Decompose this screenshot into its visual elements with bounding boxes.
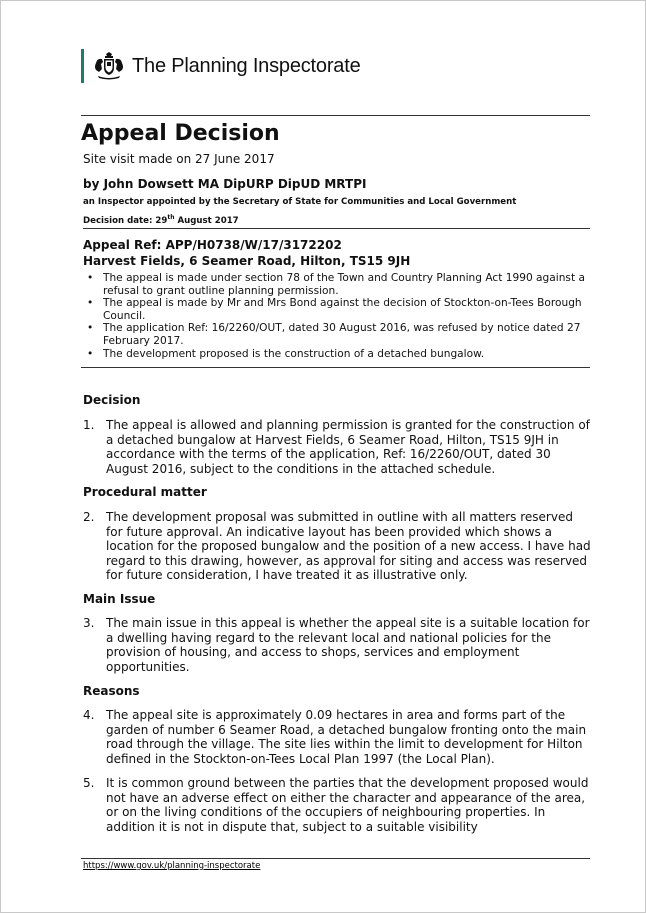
decision-date: Decision date: 29th August 2017 — [83, 214, 590, 229]
paragraph-4: 4. The appeal site is approximately 0.09 hectares in area and forms part of the garden of number 6 Seamer Road, a detached bungalow fronting onto the main road through the village. The site lies within the limit to development for Hilton defined in the Stockton-on-Tees Local Plan 1997 (the Local Plan). — [83, 708, 587, 766]
section-heading-procedural: Procedural matter — [83, 485, 207, 499]
site-visit-date: Site visit made on 27 June 2017 — [83, 152, 275, 166]
logo-accent-bar — [81, 49, 84, 83]
section-heading-decision: Decision — [83, 393, 141, 407]
paragraph-1: 1. The appeal is allowed and planning permission is granted for the construction of a detached bungalow at Harvest Fields, 6 Seamer Road, Hilton, TS15 9JH in accordance with the terms of the application, Ref: 16/2260/OUT, dated 30 August 2016, subject to the conditions in the attached schedule. — [83, 418, 590, 476]
header-divider — [81, 115, 590, 116]
list-item: • The application Ref: 16/2260/OUT, dated 30 August 2016, was refused by notice dated 27 February 2017. — [87, 322, 581, 347]
inspector-name: by John Dowsett MA DipURP DipUD MRTPI — [83, 177, 367, 191]
planning-inspectorate-logo — [81, 49, 361, 83]
summary-divider — [81, 367, 590, 368]
page-title: Appeal Decision — [81, 121, 280, 146]
list-item: • The development proposed is the construction of a detached bungalow. — [87, 347, 485, 360]
paragraph-5: 5. It is common ground between the parties that the development proposed would not have an adverse effect on either the character and appearance of the area, or on the living conditions of the occupiers of neighbouring properties. In addition it is not in dispute that, subject to a suitable visibility — [83, 776, 589, 834]
organisation-name: The Planning Inspectorate — [132, 54, 361, 77]
appeal-address: Harvest Fields, 6 Seamer Road, Hilton, TS15 9JH — [83, 254, 411, 268]
section-heading-reasons: Reasons — [83, 684, 140, 698]
section-heading-main-issue: Main Issue — [83, 592, 156, 606]
planning-inspectorate-link[interactable]: https://www.gov.uk/planning-inspectorate — [83, 861, 261, 871]
inspector-appointment: an Inspector appointed by the Secretary of State for Communities and Local Government — [83, 197, 517, 207]
royal-coat-of-arms-icon — [92, 51, 126, 81]
appeal-reference: Appeal Ref: APP/H0738/W/17/3172202 — [83, 238, 342, 252]
list-item: • The appeal is made under section 78 of the Town and Country Planning Act 1990 against a refusal to grant outline planning permission. — [87, 272, 585, 297]
paragraph-2: 2. The development proposal was submitted in outline with all matters reserved for future approval. An indicative layout has been provided which shows a location for the proposed bungalow and the position of a new access. I have had regard to this drawing, however, as approval for siting and access was reserved for future consideration, I have treated it as illustrative only. — [83, 510, 591, 583]
footer-divider — [81, 858, 590, 859]
appeal-summary-list — [83, 272, 593, 360]
list-item: • The appeal is made by Mr and Mrs Bond against the decision of Stockton-on-Tees Borough Council. — [87, 297, 582, 322]
paragraph-3: 3. The main issue in this appeal is whether the appeal site is a suitable location for a dwelling having regard to the relevant local and national policies for the provision of housing, and access to shops, services and employment opportunities. — [83, 616, 590, 674]
